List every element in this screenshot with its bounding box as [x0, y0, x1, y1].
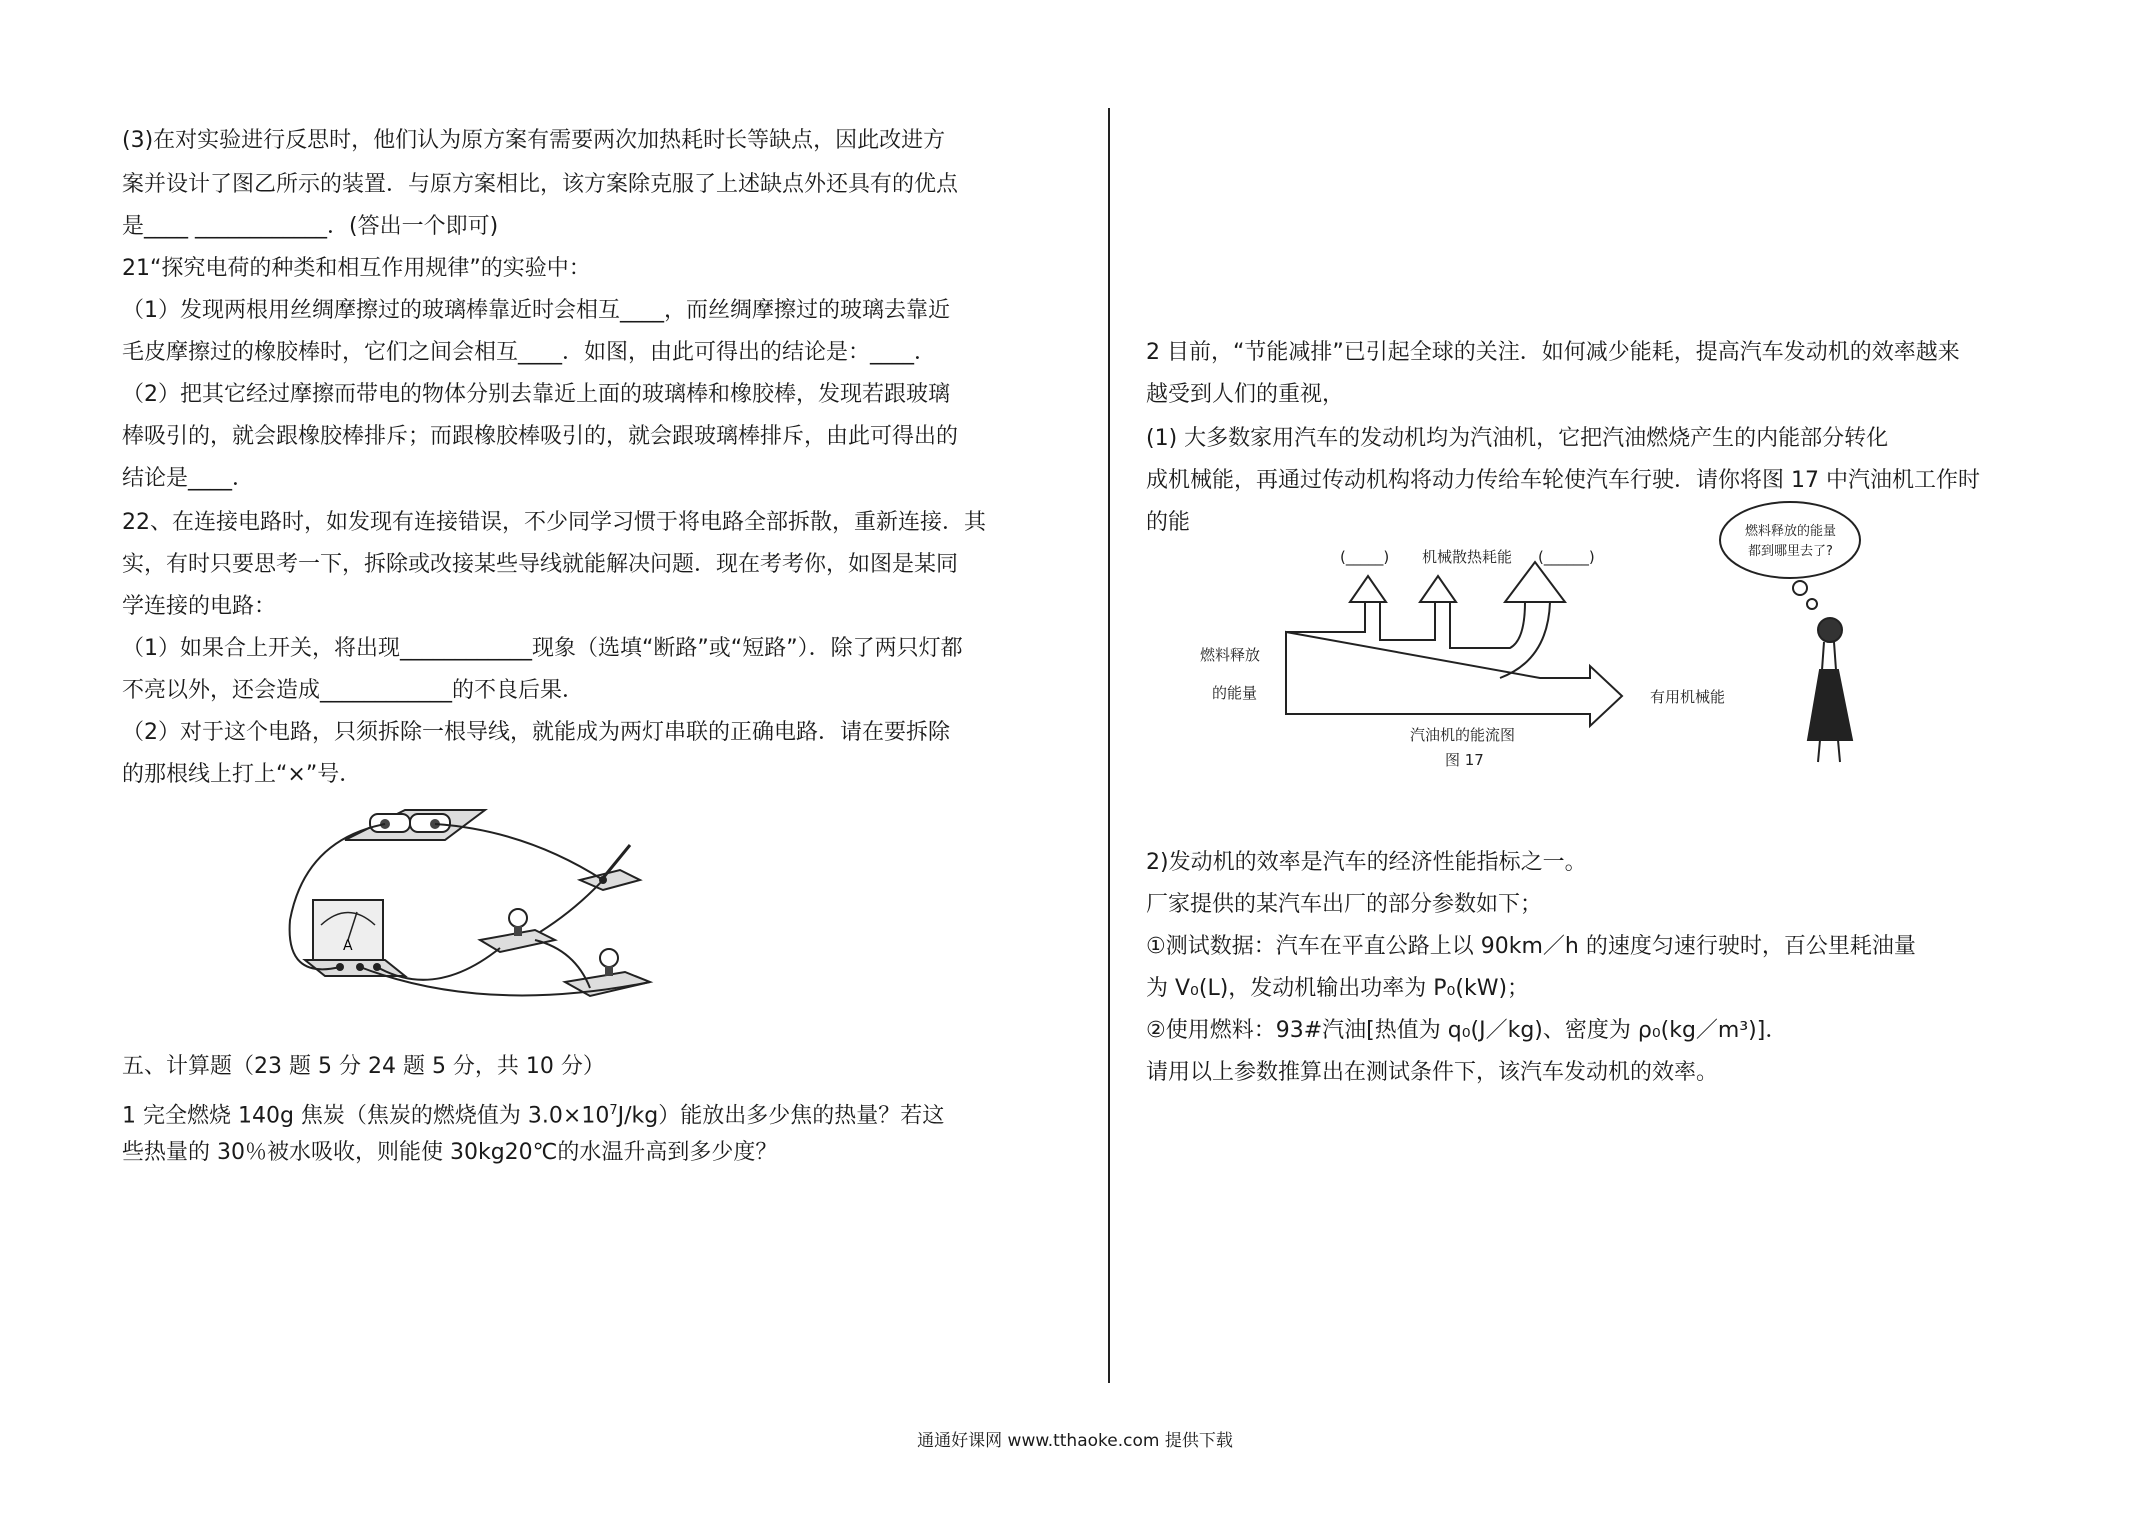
text-line: 厂家提供的某汽车出厂的部分参数如下； [1146, 892, 1543, 917]
column-divider [1108, 108, 1110, 1383]
battery-box [345, 810, 485, 840]
girl-figure [1808, 618, 1852, 762]
figure-number: 图 17 [1445, 751, 1484, 769]
text-line: 实，有时只要思考一下，拆除或改接某些导线就能解决问题．现在考考你，如图是某同 [122, 552, 959, 577]
text-line: 1 完全燃烧 140g 焦炭（焦炭的燃烧值为 $3.0\times 10^7J/kg$）能放出多少焦的热量？若这 [122, 1103, 945, 1129]
text-line: （1）发现两根用丝绸摩擦过的玻璃棒靠近时会相互____，而丝绸摩擦过的玻璃去靠近 [122, 298, 950, 323]
blank-right: (______) [1538, 548, 1595, 566]
text-line: 是____ ____________．(答出一个即可) [122, 214, 499, 239]
text-line: 些热量的 30％被水吸收，则能使 30kg20℃的水温升高到多少度？ [122, 1140, 778, 1165]
bubble-text-1: 燃料释放的能量 [1745, 524, 1837, 539]
energy-flow-figure [1190, 500, 1910, 780]
text-line: 成机械能，再通过传动机构将动力传给车轮使汽车行驶．请你将图 17 中汽油机工作时 [1146, 468, 1980, 493]
text-line: 不亮以外，还会造成____________的不良后果． [122, 678, 585, 703]
energy-arrow [1286, 562, 1622, 726]
label-fuel-1: 燃料释放 [1200, 646, 1261, 664]
blank-left: (_____) [1340, 548, 1390, 566]
text-line: 21“探究电荷的种类和相互作用规律”的实验中： [122, 256, 591, 281]
section-title: 五、计算题（23 题 5 分 24 题 5 分，共 10 分） [122, 1054, 605, 1079]
text-line: 2)发动机的效率是汽车的经济性能指标之一。 [1146, 850, 1587, 875]
text-line: 学连接的电路： [122, 594, 277, 619]
footer: 通通好课网 www.tthaoke.com 提供下载 [917, 1431, 1233, 1451]
text-line: （2）把其它经过摩擦而带电的物体分别去靠近上面的玻璃棒和橡胶棒，发现若跟玻璃 [122, 382, 950, 407]
text-line: 越受到人们的重视， [1146, 382, 1345, 407]
text-line: (3)在对实验进行反思时，他们认为原方案有需要两次加热耗时长等缺点，因此改进方 [122, 128, 946, 153]
ammeter-label: A [343, 938, 353, 954]
text-line: 的那根线上打上“×”号． [122, 762, 362, 787]
switch [580, 845, 640, 890]
circuit-figure [285, 800, 675, 1010]
text-line: ②使用燃料：93#汽油[热值为 q₀(J／kg)、密度为 ρ₀(kg／m³)]． [1146, 1018, 1788, 1043]
text-line: （1）如果合上开关，将出现____________现象（选填“断路”或“短路”）．除了两只灯都 [122, 636, 963, 661]
text-line: 为 V₀(L)，发动机输出功率为 P₀(kW)； [1146, 976, 1530, 1001]
text-line: 结论是____． [122, 466, 255, 491]
text-line: (1) 大多数家用汽车的发动机均为汽油机，它把汽油燃烧产生的内能部分转化 [1146, 426, 1889, 451]
ammeter [305, 900, 405, 976]
text-line: 的能 [1146, 510, 1191, 535]
label-fuel-2: 的能量 [1212, 684, 1258, 702]
bubble-text-2: 都到哪里去了? [1748, 544, 1833, 559]
text-line: 毛皮摩擦过的橡胶棒时，它们之间会相互____．如图，由此可得出的结论是：____． [122, 340, 937, 365]
label-useful: 有用机械能 [1650, 688, 1726, 706]
text-line: ①测试数据：汽车在平直公路上以 90km／h 的速度匀速行驶时，百公里耗油量 [1146, 934, 1916, 959]
label-mech-heat: 机械散热耗能 [1422, 548, 1513, 566]
text-line: 22、在连接电路时，如发现有连接错误，不少同学习惯于将电路全部拆散，重新连接．其 [122, 510, 986, 535]
text-line: 棒吸引的，就会跟橡胶棒排斥；而跟橡胶棒吸引的，就会跟玻璃棒排斥，由此可得出的 [122, 424, 959, 449]
text-line: 案并设计了图乙所示的装置．与原方案相比，该方案除克服了上述缺点外还具有的优点 [122, 172, 959, 197]
text-line: （2）对于这个电路，只须拆除一根导线，就能成为两灯串联的正确电路．请在要拆除 [122, 720, 950, 745]
figure-caption: 汽油机的能流图 [1410, 726, 1516, 744]
text-line: 请用以上参数推算出在测试条件下，该汽车发动机的效率。 [1146, 1060, 1719, 1085]
thought-bubble [1720, 502, 1860, 609]
text-line: 2 目前，“节能减排”已引起全球的关注．如何减少能耗，提高汽车发动机的效率越来 [1146, 340, 1960, 365]
